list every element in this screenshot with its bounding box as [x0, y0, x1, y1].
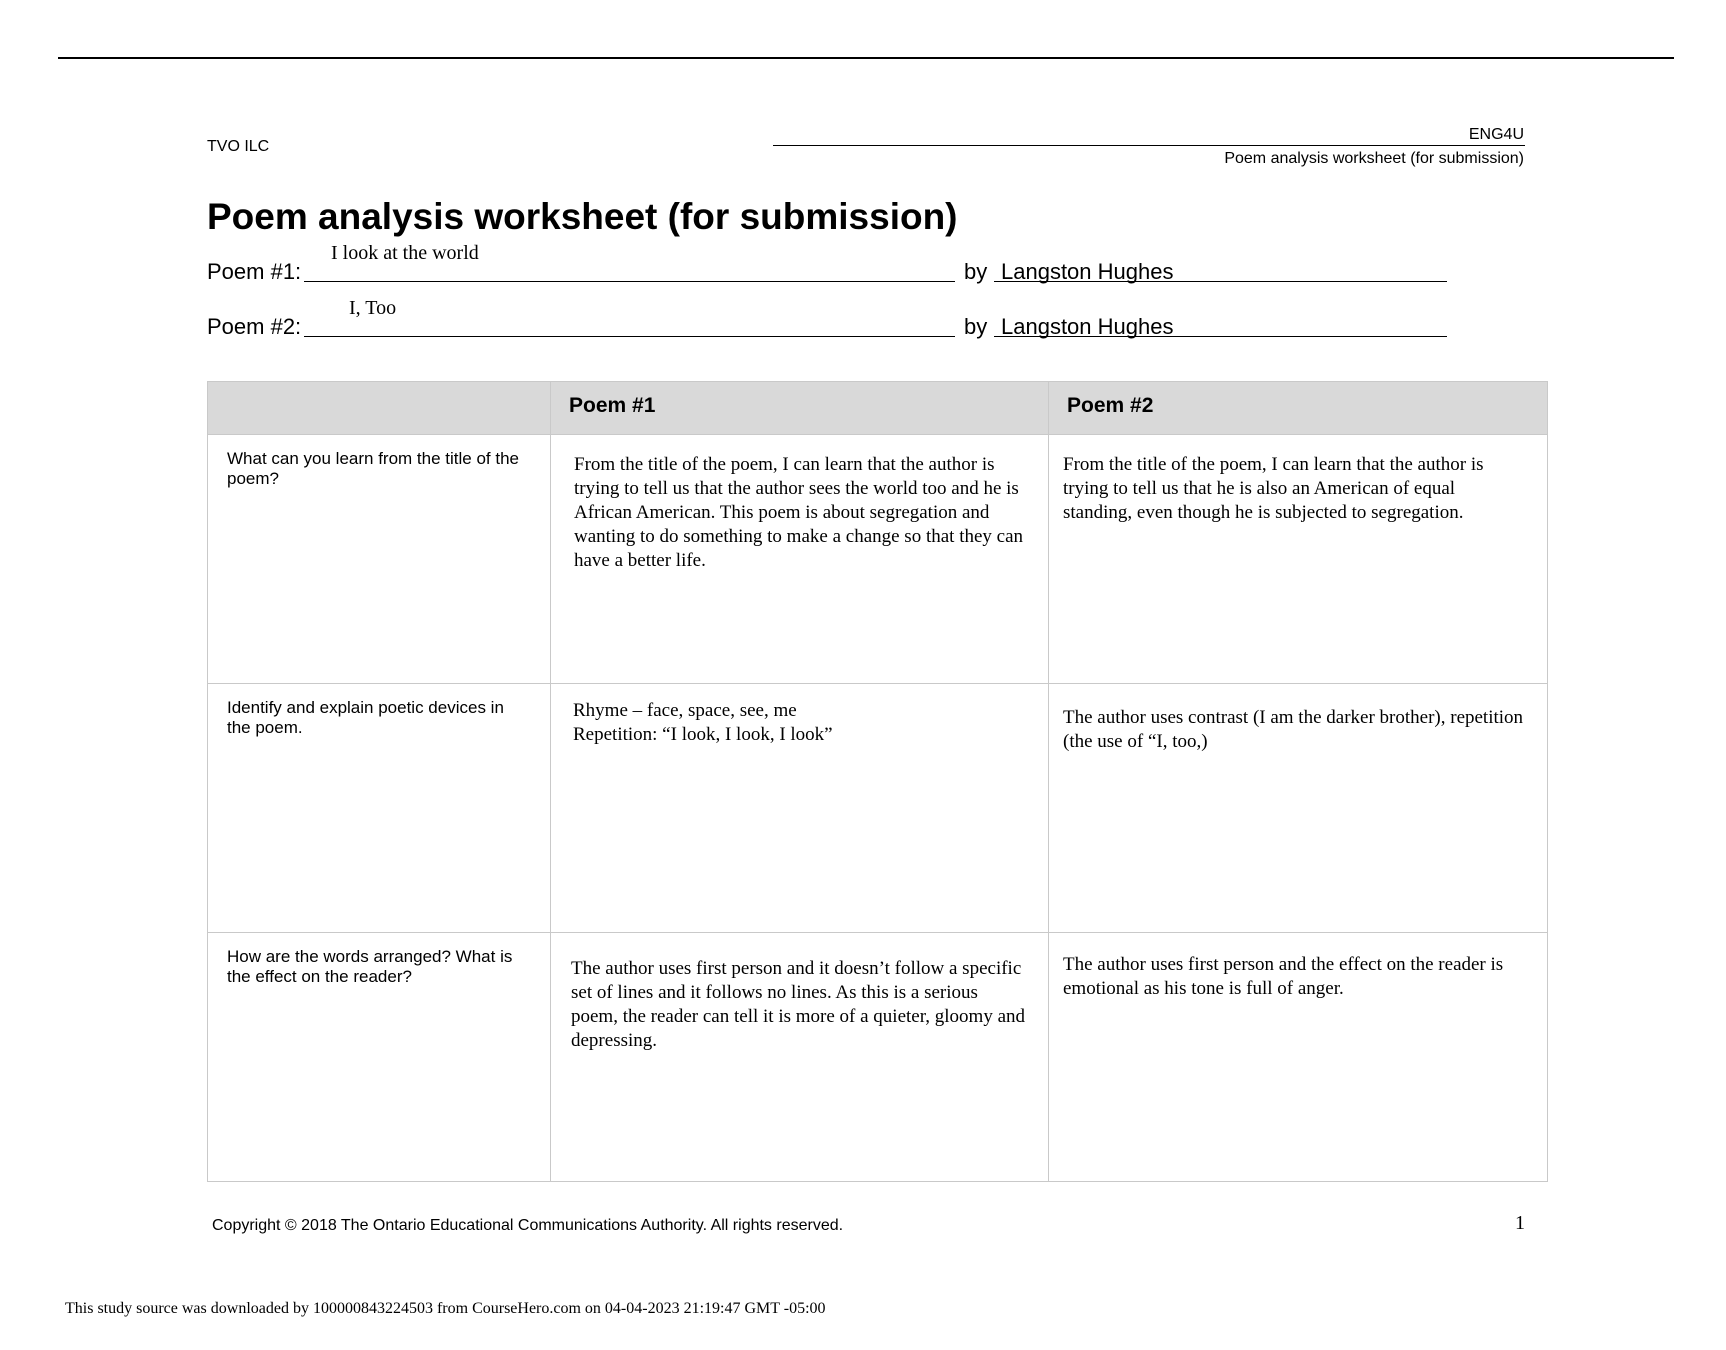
- poem-2-author: Langston Hughes: [1001, 314, 1174, 339]
- poem-1-author-rule: [994, 281, 1447, 282]
- poem-1-title: I look at the world: [331, 242, 479, 264]
- page-title: Poem analysis worksheet (for submission): [207, 196, 958, 237]
- poem-2-title: I, Too: [349, 297, 397, 319]
- poem-1-line: [207, 244, 1452, 284]
- poem-1-by: by: [964, 259, 988, 284]
- answer-cell-poem-2[interactable]: From the title of the poem, I can learn that the author is trying to tell us that he is also an American of equal standing, even though he is subjected to segregation.: [1049, 435, 1548, 684]
- poem-2-line: [207, 299, 1452, 339]
- header-course: ENG4U: [1468, 126, 1524, 143]
- question-cell: What can you learn from the title of the poem?: [208, 435, 551, 684]
- question-cell: How are the words arranged? What is the effect on the reader?: [208, 933, 551, 1182]
- poem-2-title-rule: [304, 336, 955, 337]
- poem-2-by: by: [964, 314, 988, 339]
- page-number: 1: [1515, 1212, 1525, 1234]
- header-org: TVO ILC: [207, 138, 270, 155]
- answer-cell-poem-2[interactable]: The author uses contrast (I am the darker brother), repetition (the use of “I, too,): [1049, 684, 1548, 933]
- poem-1-title-rule: [304, 281, 955, 282]
- table-row: [208, 933, 1548, 1182]
- header-subtitle: Poem analysis worksheet (for submission): [1224, 150, 1524, 167]
- header-cell-blank: [208, 382, 551, 435]
- table-header-row: [208, 382, 1548, 435]
- answer-cell-poem-2[interactable]: The author uses first person and the effect on the reader is emotional as his tone is full of anger.: [1049, 933, 1548, 1182]
- header-divider: [773, 145, 1525, 146]
- poem-1-label: Poem #1:: [207, 259, 302, 284]
- table-row: [208, 435, 1548, 684]
- copyright-notice: Copyright © 2018 The Ontario Educational Communications Authority. All rights reserved.: [212, 1217, 844, 1234]
- answer-cell-poem-1[interactable]: The author uses first person and it doesn’t follow a specific set of lines and it follows no lines. As this is a serious poem, the reader can tell it is more of a quieter, gloomy and depressing.: [551, 933, 1049, 1182]
- header-cell-poem-1: Poem #1: [551, 382, 1049, 435]
- question-cell: Identify and explain poetic devices in the poem.: [208, 684, 551, 933]
- answer-cell-poem-1[interactable]: Rhyme – face, space, see, me Repetition: “I look, I look, I look”: [551, 684, 1049, 933]
- header-cell-poem-2: Poem #2: [1049, 382, 1548, 435]
- answer-cell-poem-1[interactable]: From the title of the poem, I can learn that the author is trying to tell us that the author sees the world too and he is African American. This poem is about segregation and wanting to do something to make a change so that they can have a better life.: [551, 435, 1049, 684]
- analysis-table: [207, 381, 1548, 1182]
- table-row: [208, 684, 1548, 933]
- download-source-note: This study source was downloaded by 100000843224503 from CourseHero.com on 04-04-2023 21:19:47 GMT -05:00: [65, 1300, 826, 1317]
- poem-1-author: Langston Hughes: [1001, 259, 1174, 284]
- poem-2-label: Poem #2:: [207, 314, 302, 339]
- poem-2-author-rule: [994, 336, 1447, 337]
- top-divider: [58, 57, 1674, 59]
